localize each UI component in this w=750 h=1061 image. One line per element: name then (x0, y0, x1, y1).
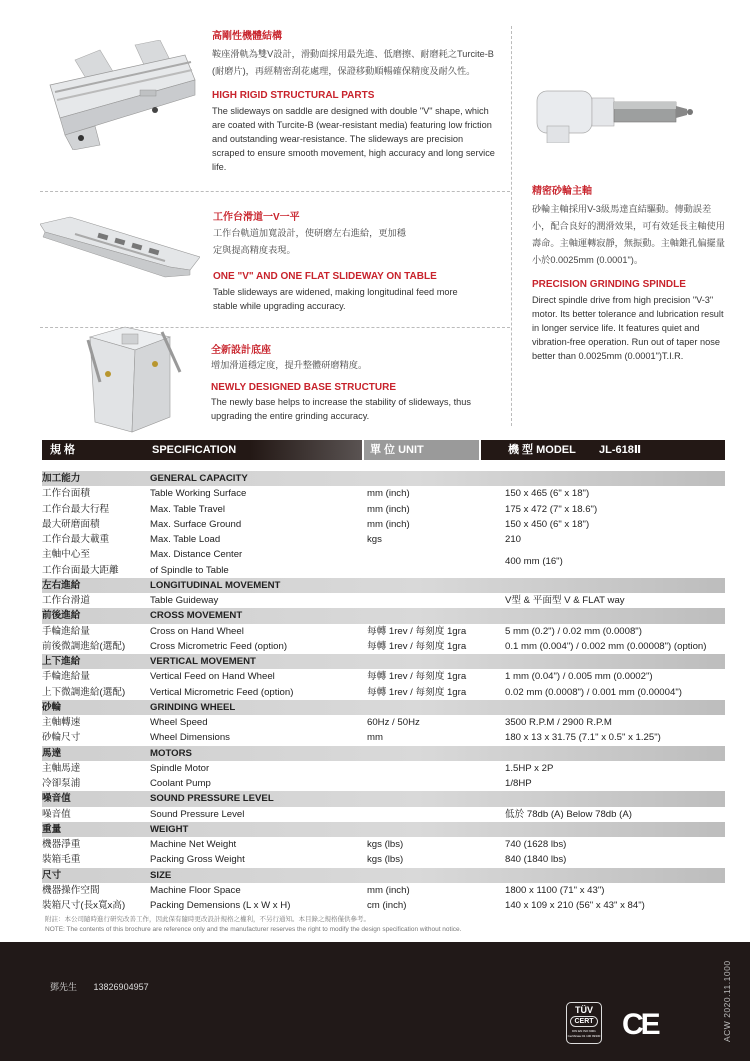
spec-cell-zh: 主軸轉速 (42, 717, 81, 728)
spec-cell-en: CROSS MOVEMENT (150, 610, 243, 622)
spec-cell-zh: 馬達 (42, 747, 62, 759)
spec-row (42, 715, 725, 730)
spec-cell-en: Wheel Dimensions (150, 732, 230, 744)
spec-group-row (42, 608, 725, 623)
footer (0, 942, 750, 1061)
feature-saddle-body-zh: 鞍座滑軌為雙V設計，滑動面採用最先進、低磨擦、耐磨耗之Turcite-B (耐磨片)，再經精密刮花處理，保證移動順暢確保精度及耐久性。 (212, 49, 494, 76)
spec-row (42, 532, 725, 547)
spec-cell-value: 175 x 472 (7" x 18.6") (505, 503, 598, 515)
feature-spindle-body-zh: 砂輪主軸採用V-3級馬達直結驅動。傳動誤差小，配合良好的潤滑效果，可有效延長主軸使用壽命。主軸運轉寂靜，無振動。主軸錐孔偏擺量小於0.0025mm (0.0001")。 (532, 204, 725, 265)
spec-group-row (42, 578, 725, 593)
tuv-cert-logo (566, 1002, 602, 1044)
spec-cell-value: 740 (1628 lbs) (505, 839, 567, 850)
spec-cell-value: V型 & 平面型 V & FLAT way (505, 595, 625, 606)
spec-cell-unit: mm (inch) (367, 518, 410, 530)
spec-cell-en: Sound Pressure Level (150, 808, 245, 820)
spec-row (42, 898, 725, 913)
spec-cell-unit: mm (inch) (367, 488, 410, 500)
spec-group-row (42, 822, 725, 837)
spec-cell-zh: 最大研磨面積 (42, 518, 100, 530)
table-slideway-image (40, 212, 200, 282)
spec-cell-zh: 尺寸 (42, 869, 62, 881)
feature-table-body-en: Table slideways are widened, making longitudinal feed more stable while upgrading accuracy. (213, 287, 458, 311)
spec-row (42, 776, 725, 791)
spec-row (42, 837, 725, 852)
spec-cell-en-line2: of Spindle to Table (150, 564, 229, 576)
spec-cell-unit: cm (inch) (367, 900, 407, 911)
spec-cell-value: 1 mm (0.04") / 0.005 mm (0.0002") (505, 671, 653, 683)
notes (45, 915, 461, 935)
spec-cell-value: 3500 R.P.M / 2900 R.P.M (505, 717, 612, 728)
spec-cell-en: Coolant Pump (150, 778, 211, 789)
spec-row (42, 807, 725, 822)
spec-cell-en: Spindle Motor (150, 762, 210, 774)
spec-cell-unit: 每轉 1rev / 每刻度 1gra (367, 640, 467, 652)
tuv-line1: TÜV (575, 1005, 593, 1015)
spec-cell-en: Table Guideway (150, 595, 219, 606)
spec-header-model-value: JL-618Ⅱ (599, 444, 642, 456)
feature-separator-vertical (511, 26, 512, 426)
spec-row (42, 547, 725, 578)
spec-row (42, 517, 725, 532)
feature-table-title-en: ONE "V" AND ONE FLAT SLIDEWAY ON TABLE (213, 271, 437, 282)
saddle-image (45, 40, 200, 150)
catalog-code: ACW 2020.11.1000 (722, 960, 732, 1042)
spec-cell-value: 1.5HP x 2P (505, 762, 554, 774)
feature-separator-1 (40, 191, 510, 192)
spec-cell-zh: 左右進給 (42, 579, 81, 591)
spec-cell-zh (42, 547, 150, 578)
feature-base (211, 341, 501, 423)
spec-cell-value: 0.02 mm (0.0008") / 0.001 mm (0.00004") (505, 686, 682, 698)
spec-group-row (42, 868, 725, 883)
spec-cell-en: Vertical Feed on Hand Wheel (150, 671, 275, 683)
spec-cell-value: 0.1 mm (0.004") / 0.002 mm (0.00008") (option) (505, 640, 707, 652)
feature-spindle-title-en: PRECISION GRINDING SPINDLE (532, 279, 686, 290)
spec-cell-zh-line2: 工作台面最大距離 (42, 564, 119, 576)
spec-cell-unit: 每轉 1rev / 每刻度 1gra (367, 686, 467, 698)
spec-cell-zh: 噪音值 (42, 793, 71, 805)
spec-cell-value: 1800 x 1100 (71" x 43") (505, 884, 605, 896)
spec-row (42, 502, 725, 517)
spec-cell-unit: 每轉 1rev / 每刻度 1gra (367, 671, 467, 683)
spec-cell-zh: 重量 (42, 823, 62, 835)
spec-cell-en: Max. Surface Ground (150, 518, 242, 530)
note-en: NOTE: The contents of this brochure are reference only and the manufacturer reserves the right to modify the design specification without notice. (45, 926, 462, 933)
spec-cell-value: 1/8HP (505, 778, 532, 789)
feature-saddle-title-en: HIGH RIGID STRUCTURAL PARTS (212, 90, 375, 101)
spec-cell-zh: 裝箱尺寸(長x寬x高) (42, 900, 126, 911)
spec-group-row (42, 746, 725, 761)
spec-cell-value: 150 x 465 (6" x 18") (505, 488, 590, 500)
spec-cell-en: GENERAL CAPACITY (150, 473, 248, 484)
feature-spindle-body-en: Direct spindle drive from high precision "V-3" motor. Its better tolerance and lubrication result in longer service life. It features quiet and vibration-free operation. Run out of taper nose better than 0.0025mm (0.0001")T.I.R. (532, 295, 724, 361)
spec-cell-zh: 砂輪尺寸 (42, 732, 81, 744)
spec-group-row (42, 700, 725, 715)
spec-group-row (42, 791, 725, 806)
spec-row (42, 486, 725, 501)
feature-base-title-en: NEWLY DESIGNED BASE STRUCTURE (211, 382, 397, 393)
spec-row (42, 669, 725, 684)
spec-cell-unit: mm (367, 732, 383, 744)
spec-cell-zh: 工作台面積 (42, 488, 90, 500)
spec-cell-unit: 每轉 1rev / 每刻度 1gra (367, 625, 467, 637)
feature-table (213, 208, 503, 313)
tuv-line3: DIN EN ISO 9001 (572, 1029, 596, 1033)
spec-cell-zh: 工作台最大載重 (42, 534, 110, 545)
spec-cell-zh: 機器淨重 (42, 839, 81, 850)
spec-cell-zh: 裝箱毛重 (42, 854, 81, 866)
spec-cell-value: 140 x 109 x 210 (56" x 43" x 84") (505, 900, 645, 911)
spec-cell-en: Cross Micrometric Feed (option) (150, 640, 288, 652)
spec-cell-en: Vertical Micrometric Feed (option) (150, 686, 294, 698)
spec-cell-zh: 上下微調進給(選配) (42, 686, 126, 698)
feature-spindle (532, 182, 727, 363)
base-image (70, 322, 185, 434)
spec-cell-value: 400 mm (16") (505, 556, 563, 568)
spec-cell-en: LONGITUDINAL MOVEMENT (150, 579, 281, 591)
spec-cell-en: Packing Gross Weight (150, 854, 245, 866)
spec-cell-en: Wheel Speed (150, 717, 208, 728)
contact-phone: 13826904957 (93, 982, 149, 992)
feature-table-title-zh: 工作台滑道一V一平 (213, 212, 300, 223)
spec-cell-zh: 手輪進給量 (42, 625, 90, 637)
spec-cell-en (150, 547, 365, 578)
spec-cell-value: 150 x 450 (6" x 18") (505, 518, 590, 530)
ce-mark: CE (622, 1008, 658, 1041)
spec-cell-zh: 前後微調進給(選配) (42, 640, 126, 652)
spec-cell-en: MOTORS (150, 747, 192, 759)
spec-cell-en: Cross on Hand Wheel (150, 625, 244, 637)
spec-cell-zh: 噪音值 (42, 808, 71, 820)
spec-cell-value: 180 x 13 x 31.75 (7.1" x 0.5" x 1.25") (505, 732, 661, 744)
spec-header-unit-label: 單 位 UNIT (370, 444, 424, 456)
feature-spindle-title-zh: 精密砂輪主軸 (532, 186, 592, 197)
spec-cell-en: SOUND PRESSURE LEVEL (150, 793, 274, 805)
spec-cell-zh: 機器操作空間 (42, 884, 100, 896)
spec-cell-value: 5 mm (0.2") / 0.02 mm (0.0008") (505, 625, 642, 637)
feature-base-body-zh: 增加滑道穩定度，提升整體研磨精度。 (211, 360, 368, 370)
spec-cell-en-line1: Max. Distance Center (150, 549, 243, 561)
spec-cell-zh-line1: 主軸中心至 (42, 549, 90, 561)
spec-cell-en: WEIGHT (150, 823, 189, 835)
spec-cell-en: SIZE (150, 869, 172, 881)
spec-row (42, 685, 725, 700)
spec-cell-zh: 前後進給 (42, 610, 81, 622)
spec-cell-zh: 手輪進給量 (42, 671, 90, 683)
spec-header-model (481, 440, 725, 460)
spec-header-left (42, 440, 362, 460)
spec-row (42, 761, 725, 776)
spec-cell-zh: 砂輪 (42, 701, 62, 713)
spec-cell-value: 840 (1840 lbs) (505, 854, 567, 866)
spec-group-row (42, 471, 725, 486)
spec-cell-unit: kgs (lbs) (367, 839, 404, 850)
contact-name: 鄧先生 (50, 982, 78, 992)
contact-info (50, 980, 163, 993)
spec-row (42, 730, 725, 745)
tuv-line4: Certificate:01 100 99330 (567, 1034, 601, 1038)
note-zh: 附註：本公司隨時進行研究改善工作，因此保有隨時更改設計規格之權利，不另行通知。本目錄之規格僅供參考。 (45, 916, 370, 923)
spec-cell-zh: 工作台最大行程 (42, 503, 110, 515)
spec-row (42, 883, 725, 898)
spec-header-model-label: 機 型 MODEL (508, 444, 576, 456)
spec-row (42, 593, 725, 608)
spec-cell-en: Max. Table Travel (150, 503, 226, 515)
spec-cell-en: VERTICAL MOVEMENT (150, 656, 256, 667)
spec-row (42, 639, 725, 654)
spec-cell-value: 低於 78db (A) Below 78db (A) (505, 808, 632, 820)
spec-cell-unit: mm (inch) (367, 884, 410, 896)
spec-header-zh: 規 格 (50, 444, 76, 456)
spec-cell-unit: 60Hz / 50Hz (367, 717, 420, 728)
feature-base-body-en: The newly base helps to increase the stability of slideways, thus upgrading the entire grinding accuracy. (211, 397, 471, 421)
feature-saddle-title-zh: 高剛性機體結構 (212, 31, 282, 42)
spec-table (42, 471, 725, 913)
spec-cell-zh: 主軸馬達 (42, 762, 81, 774)
tuv-line2: CERT (570, 1016, 598, 1027)
feature-table-body-zh: 工作台軌道加寬設計，使研磨左右進給，更加穩定與提高精度表現。 (213, 228, 406, 255)
spec-cell-en: Max. Table Load (150, 534, 221, 545)
spec-cell-en: GRINDING WHEEL (150, 701, 236, 713)
spec-cell-en: Packing Demensions (L x W x H) (150, 900, 291, 911)
spec-header-unit (364, 440, 479, 460)
feature-base-title-zh: 全新設計底座 (211, 345, 271, 356)
spec-cell-value: 210 (505, 534, 522, 545)
spec-header (42, 440, 725, 460)
spec-cell-zh: 冷卻泵浦 (42, 778, 81, 789)
spec-cell-en: Machine Floor Space (150, 884, 241, 896)
spindle-image (535, 88, 715, 143)
spec-cell-zh: 加工能力 (42, 473, 81, 484)
spec-cell-zh: 上下進給 (42, 656, 81, 667)
spec-cell-en: Machine Net Weight (150, 839, 237, 850)
spec-group-row (42, 654, 725, 669)
spec-cell-unit: mm (inch) (367, 503, 410, 515)
spec-cell-unit: kgs (367, 534, 382, 545)
spec-header-en: SPECIFICATION (152, 444, 237, 456)
spec-cell-unit: kgs (lbs) (367, 854, 404, 866)
spec-cell-zh: 工作台滑道 (42, 595, 90, 606)
spec-row (42, 624, 725, 639)
feature-saddle (212, 27, 497, 174)
feature-saddle-body-en: The slideways on saddle are designed with double "V" shape, which are coated with Turcite-B (wear-resistant media) featuring low friction and outstanding wear-resistance. The slideways are precision scraped to ensure smooth movement, high accuracy and long service life. (212, 106, 495, 172)
spec-row (42, 852, 725, 867)
spec-cell-en: Table Working Surface (150, 488, 247, 500)
